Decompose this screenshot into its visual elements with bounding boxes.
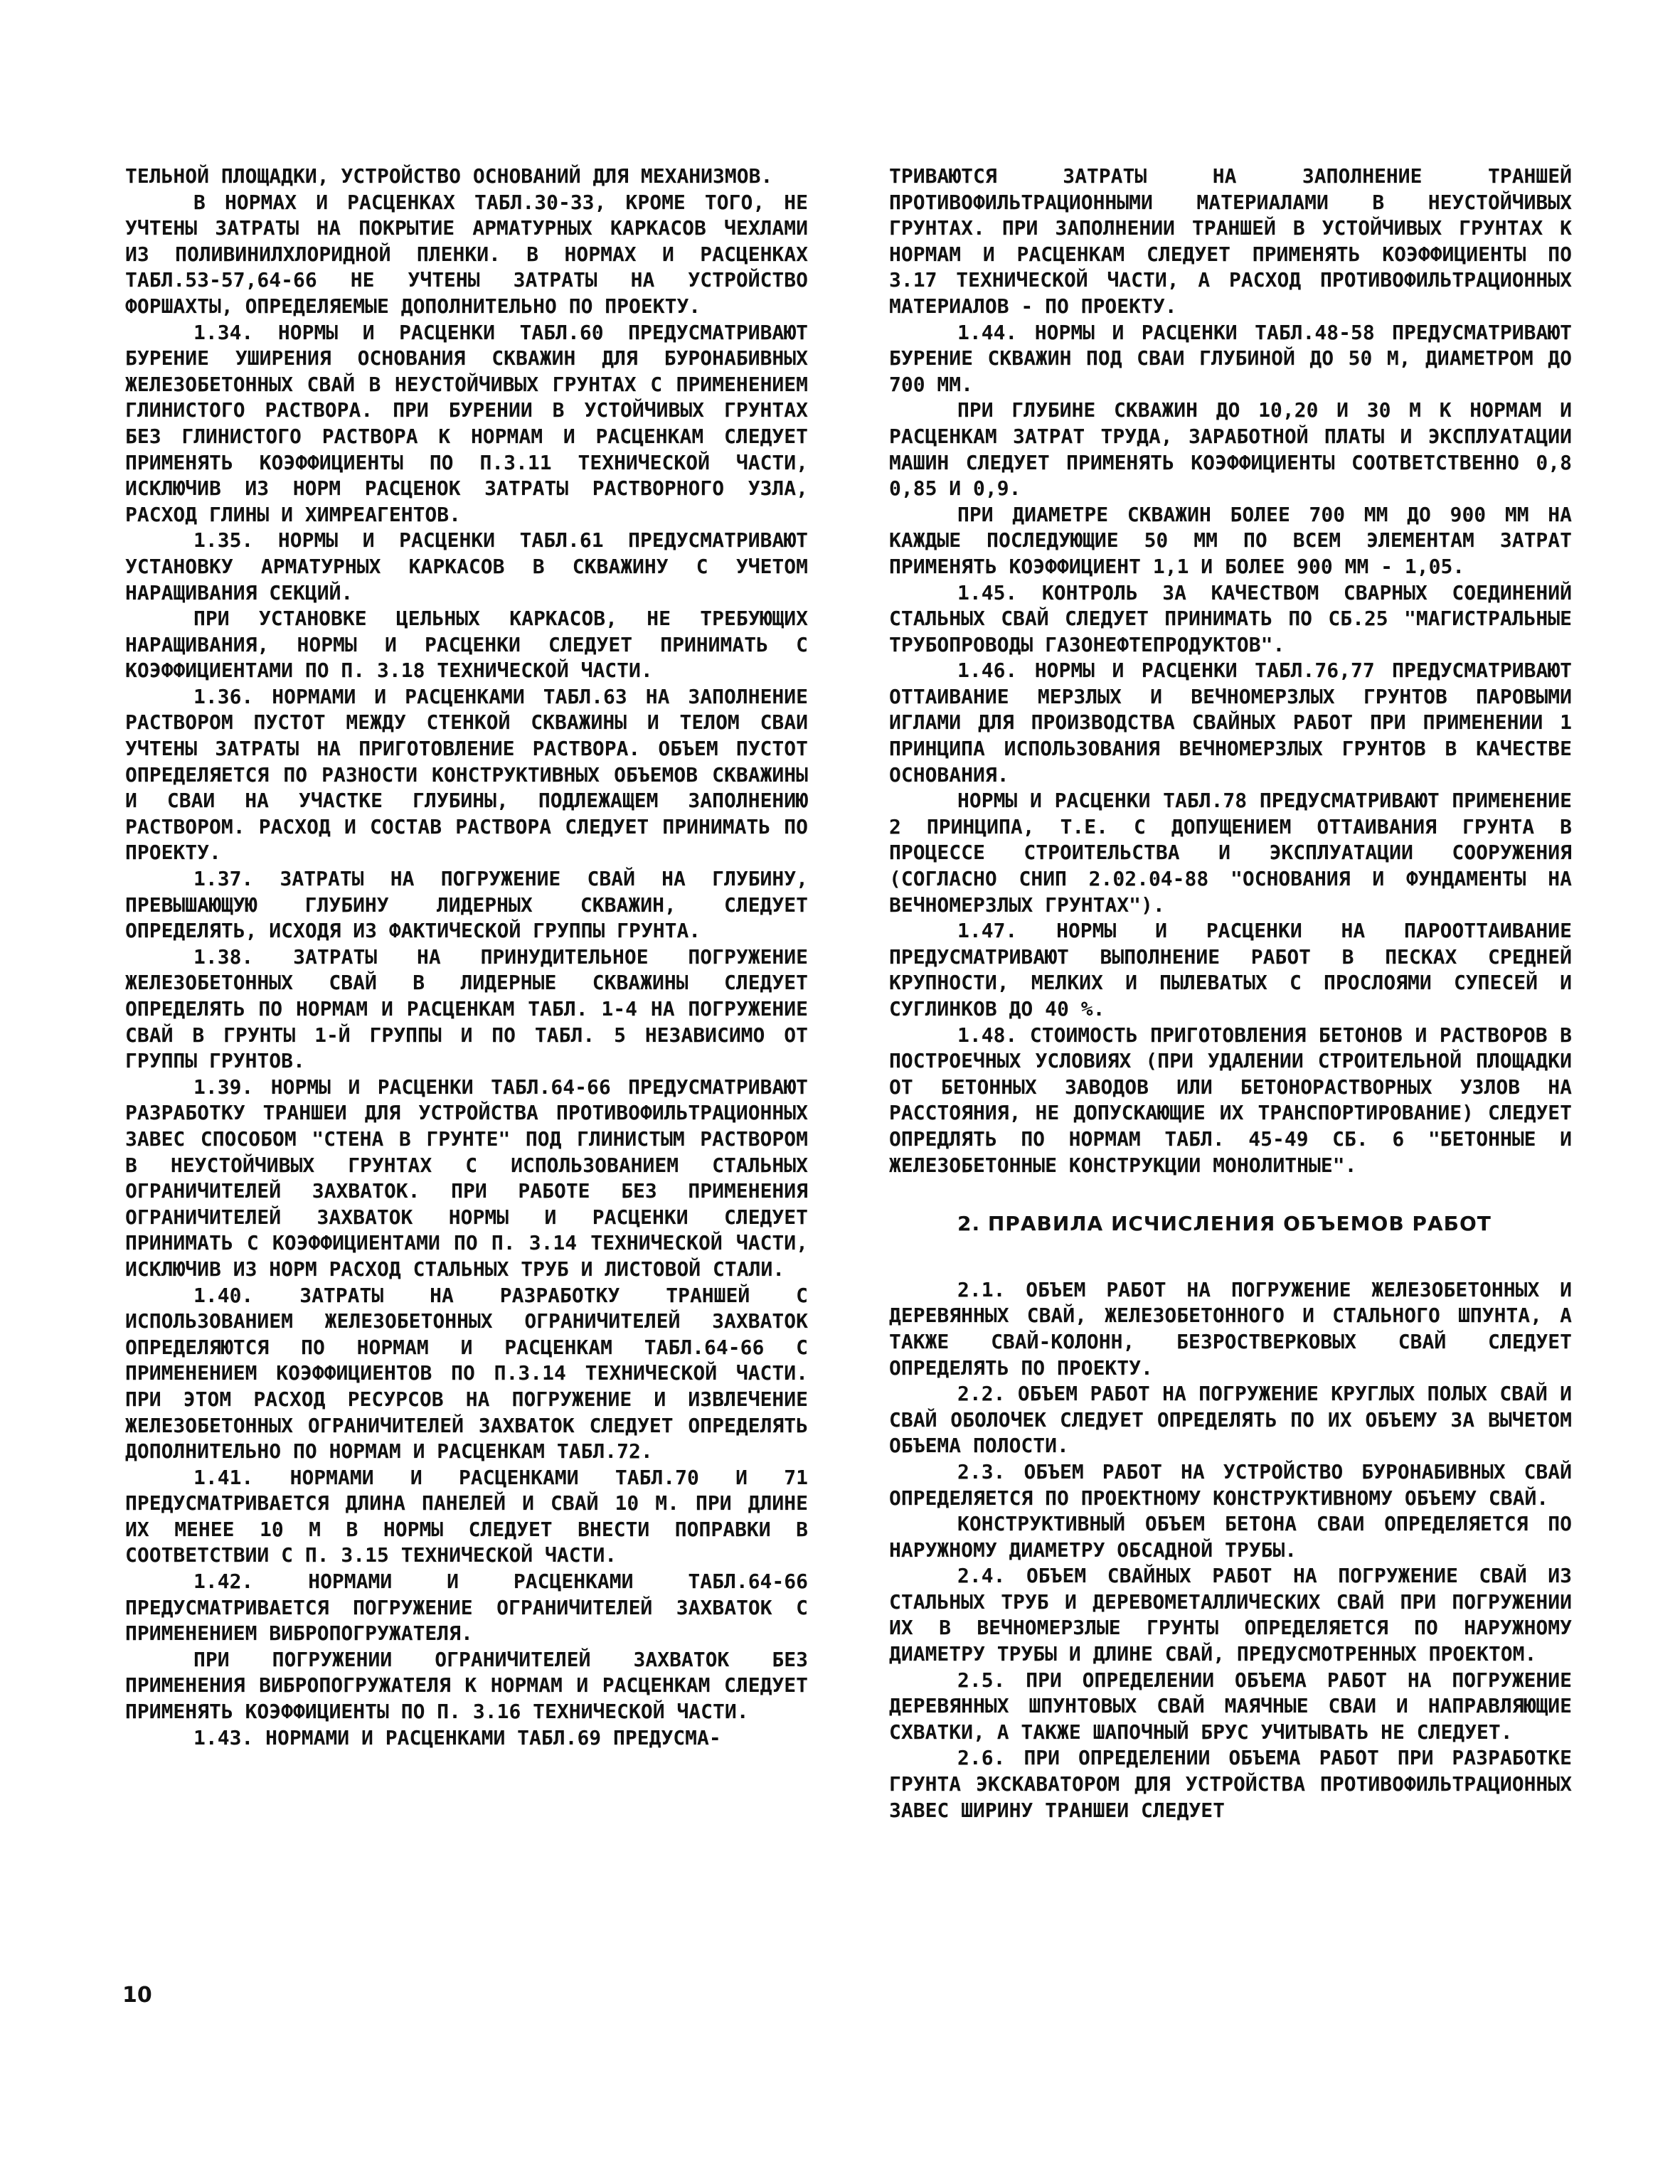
- paragraph-text: ТЕЛЬНОЙ ПЛОЩАДКИ, УСТРОЙСТВО ОСНОВАНИЙ ДЛЯ МЕХАНИЗМОВ.: [125, 164, 773, 188]
- paragraph: [889, 1563, 1572, 1667]
- paragraph-text: НОРМАМИ И РАСЦЕНКАМИ ТАБЛ.63 НА ЗАПОЛНЕНИЕ РАСТВОРОМ ПУСТОТ МЕЖДУ СТЕНКОЙ СКВАЖИНЫ И ТЕЛОМ СВАИ УЧТЕНЫ ЗАТРАТЫ НА ПРИГОТОВЛЕНИЕ РАСТВОРА. ОБЪЕМ ПУСТОТ ОПРЕДЕЛЯЕТСЯ ПО РАЗНОСТИ КОНСТРУКТИВНЫХ ОБЪЕМОВ СКВАЖИНЫ И СВАИ НА УЧАСТКЕ ГЛУБИНЫ, ПОДЛЕЖАЩЕМ ЗАПОЛНЕНИЮ РАСТВОРОМ. РАСХОД И СОСТАВ РАСТВОРА СЛЕДУЕТ ПРИНИМАТЬ ПО ПРОЕКТУ.: [125, 684, 808, 865]
- paragraph-text: КОНСТРУКТИВНЫЙ ОБЪЕМ БЕТОНА СВАИ ОПРЕДЕЛЯЕТСЯ ПО НАРУЖНОМУ ДИАМЕТРУ ОБСАДНОЙ ТРУБЫ.: [889, 1512, 1572, 1562]
- paragraph: [889, 1511, 1572, 1563]
- paragraph: [889, 1745, 1572, 1823]
- paragraph: [125, 320, 808, 528]
- paragraph: [889, 1277, 1572, 1381]
- paragraph-text: ПРИ ДИАМЕТРЕ СКВАЖИН БОЛЕЕ 700 ММ ДО 900 ММ НА КАЖДЫЕ ПОСЛЕДУЮЩИЕ 50 ММ ПО ВСЕМ ЭЛЕМЕНТАМ ЗАТРАТ ПРИМЕНЯТЬ КОЭФФИЦИЕНТ 1,1 И БОЛЕЕ 900 ММ - 1,05.: [889, 502, 1572, 578]
- paragraph: [125, 164, 808, 190]
- clause-number: 1.41.: [193, 1465, 254, 1489]
- right-column-bottom: [889, 1277, 1572, 1823]
- clause-number: 1.46.: [957, 659, 1018, 683]
- clause-number: 1.36.: [193, 684, 254, 708]
- paragraph-text: ПРИ ОПРЕДЕЛЕНИИ ОБЪЕМА РАБОТ НА ПОГРУЖЕНИЕ ДЕРЕВЯННЫХ ШПУНТОВЫХ СВАЙ МАЯЧНЫЕ СВАИ И НАПРАВЛЯЮЩИЕ СХВАТКИ, А ТАКЖЕ ШАПОЧНЫЙ БРУС УЧИТЫВАТЬ НЕ СЛЕДУЕТ.: [889, 1668, 1573, 1744]
- paragraph-text: НОРМАМИ И РАСЦЕНКАМИ ТАБЛ.70 И 71 ПРЕДУСМАТРИВАЕТСЯ ДЛИНА ПАНЕЛЕЙ И СВАЙ 10 М. ПРИ ДЛИНЕ ИХ МЕНЕЕ 10 М В НОРМЫ СЛЕДУЕТ ВНЕСТИ ПОПРАВКИ В СООТВЕТСТВИИ С П. 3.15 ТЕХНИЧЕСКОЙ ЧАСТИ.: [125, 1465, 809, 1567]
- clause-number: 2.2.: [957, 1382, 1006, 1406]
- paragraph: [889, 788, 1572, 918]
- clause-number: 1.35.: [193, 528, 254, 553]
- paragraph: [125, 866, 808, 944]
- paragraph: [125, 1283, 808, 1465]
- section-heading: 2. ПРАВИЛА ИСЧИСЛЕНИЯ ОБЪЕМОВ РАБОТ: [957, 1212, 1492, 1236]
- clause-number: 2.4.: [957, 1564, 1006, 1588]
- right-column: [889, 164, 1572, 1823]
- paragraph-text: НОРМЫ И РАСЦЕНКИ ТАБЛ.78 ПРЕДУСМАТРИВАЮТ ПРИМЕНЕНИЕ 2 ПРИНЦИПА, Т.Е. С ДОПУЩЕНИЕМ ОТТАИВАНИЯ ГРУНТА В ПРОЦЕССЕ СТРОИТЕЛЬСТВА И ЭКСПЛУАТАЦИИ СООРУЖЕНИЯ (СОГЛАСНО СНИП 2.02.04-88 "ОСНОВАНИЯ И ФУНДАМЕНТЫ НА ВЕЧНОМЕРЗЛЫХ ГРУНТАХ").: [889, 789, 1572, 917]
- paragraph-text: НОРМЫ И РАСЦЕНКИ ТАБЛ.60 ПРЕДУСМАТРИВАЮТ БУРЕНИЕ УШИРЕНИЯ ОСНОВАНИЯ СКВАЖИН ДЛЯ БУРОНАБИВНЫХ ЖЕЛЕЗОБЕТОННЫХ СВАЙ В НЕУСТОЙЧИВЫХ ГРУНТАХ С ПРИМЕНЕНИЕМ ГЛИНИСТОГО РАСТВОРА. ПРИ БУРЕНИИ В УСТОЙЧИВЫХ ГРУНТАХ БЕЗ ГЛИНИСТОГО РАСТВОРА К НОРМАМ И РАСЦЕНКАМ СЛЕДУЕТ ПРИМЕНЯТЬ КОЭФФИЦИЕНТЫ ПО П.3.11 ТЕХНИЧЕСКОЙ ЧАСТИ, ИСКЛЮЧИВ ИЗ НОРМ РАСЦЕНОК ЗАТРАТЫ РАСТВОРНОГО УЗЛА, РАСХОД ГЛИНЫ И ХИМРЕАГЕНТОВ.: [125, 320, 809, 526]
- paragraph: [889, 164, 1572, 320]
- paragraph-text: ПРИ УСТАНОВКЕ ЦЕЛЬНЫХ КАРКАСОВ, НЕ ТРЕБУЮЩИХ НАРАЩИВАНИЯ, НОРМЫ И РАСЦЕНКИ СЛЕДУЕТ ПРИНИМАТЬ С КОЭФФИЦИЕНТАМИ ПО П. 3.18 ТЕХНИЧЕСКОЙ ЧАСТИ.: [125, 607, 808, 683]
- paragraph: [889, 502, 1572, 580]
- paragraph-text: НОРМАМИ И РАСЦЕНКАМИ ТАБЛ.69 ПРЕДУСМА-: [265, 1725, 721, 1749]
- paragraph: [125, 944, 808, 1075]
- paragraph: [889, 918, 1572, 1022]
- paragraph: [125, 684, 808, 866]
- paragraph: [125, 606, 808, 684]
- paragraph: [889, 1668, 1572, 1746]
- left-column: [125, 164, 808, 1751]
- paragraph: [889, 1381, 1572, 1459]
- paragraph-text: ПРИ ОПРЕДЕЛЕНИИ ОБЪЕМА РАБОТ ПРИ РАЗРАБОТКЕ ГРУНТА ЭКСКАВАТОРОМ ДЛЯ УСТРОЙСТВА ПРОТИВОФИЛЬТРАЦИОННЫХ ЗАВЕС ШИРИНУ ТРАНШЕИ СЛЕДУЕТ: [889, 1746, 1572, 1822]
- paragraph-text: ОБЪЕМ РАБОТ НА УСТРОЙСТВО БУРОНАБИВНЫХ СВАЙ ОПРЕДЕЛЯЕТСЯ ПО ПРОЕКТНОМУ КОНСТРУКТИВНОМУ ОБЪЕМУ СВАЙ.: [889, 1459, 1572, 1510]
- paragraph-text: ОБЪЕМ РАБОТ НА ПОГРУЖЕНИЕ КРУГЛЫХ ПОЛЫХ СВАЙ И СВАЙ ОБОЛОЧЕК СЛЕДУЕТ ОПРЕДЕЛЯТЬ ПО ИХ ОБЪЕМУ ЗА ВЫЧЕТОМ ОБЪЕМА ПОЛОСТИ.: [889, 1382, 1572, 1458]
- clause-number: 1.48.: [957, 1023, 1018, 1047]
- paragraph-text: В НОРМАХ И РАСЦЕНКАХ ТАБЛ.30-33, КРОМЕ ТОГО, НЕ УЧТЕНЫ ЗАТРАТЫ НА ПОКРЫТИЕ АРМАТУРНЫХ КАРКАСОВ ЧЕХЛАМИ ИЗ ПОЛИВИНИЛХЛОРИДНОЙ ПЛЕНКИ. В НОРМАХ И РАСЦЕНКАХ ТАБЛ.53-57,64-66 НЕ УЧТЕНЫ ЗАТРАТЫ НА УСТРОЙСТВО ФОРШАХТЫ, ОПРЕДЕЛЯЕМЫЕ ДОПОЛНИТЕЛЬНО ПО ПРОЕКТУ.: [125, 190, 808, 318]
- paragraph: [125, 528, 808, 606]
- paragraph: [889, 1023, 1572, 1179]
- paragraph-text: КОНТРОЛЬ ЗА КАЧЕСТВОМ СВАРНЫХ СОЕДИНЕНИЙ СТАЛЬНЫХ СВАЙ СЛЕДУЕТ ПРИНИМАТЬ ПО СБ.25 "МАГИСТРАЛЬНЫЕ ТРУБОПРОВОДЫ ГАЗОНЕФТЕПРОДУКТОВ".: [889, 580, 1573, 656]
- paragraph-text: НОРМЫ И РАСЦЕНКИ ТАБЛ.76,77 ПРЕДУСМАТРИВАЮТ ОТТАИВАНИЕ МЕРЗЛЫХ И ВЕЧНОМЕРЗЛЫХ ГРУНТОВ ПАРОВЫМИ ИГЛАМИ ДЛЯ ПРОИЗВОДСТВА СВАЙНЫХ РАБОТ ПРИ ПРИМЕНЕНИИ 1 ПРИНЦИПА ИСПОЛЬЗОВАНИЯ ВЕЧНОМЕРЗЛЫХ ГРУНТОВ В КАЧЕСТВЕ ОСНОВАНИЯ.: [889, 659, 1572, 787]
- paragraph: [125, 190, 808, 320]
- paragraph-text: ЗАТРАТЫ НА ПРИНУДИТЕЛЬНОЕ ПОГРУЖЕНИЕ ЖЕЛЕЗОБЕТОННЫХ СВАЙ В ЛИДЕРНЫЕ СКВАЖИНЫ СЛЕДУЕТ ОПРЕДЕЛЯТЬ ПО НОРМАМ И РАСЦЕНКАМ ТАБЛ. 1-4 НА ПОГРУЖЕНИЕ СВАЙ В ГРУНТЫ 1-Й ГРУППЫ И ПО ТАБЛ. 5 НЕЗАВИСИМО ОТ ГРУППЫ ГРУНТОВ.: [125, 944, 808, 1073]
- paragraph-text: НОРМЫ И РАСЦЕНКИ НА ПАРООТТАИВАНИЕ ПРЕДУСМАТРИВАЮТ ВЫПОЛНЕНИЕ РАБОТ В ПЕСКАХ СРЕДНЕЙ КРУПНОСТИ, МЕЛКИХ И ПЫЛЕВАТЫХ С ПРОСЛОЯМИ СУПЕСЕЙ И СУГЛИНКОВ ДО 40 %.: [889, 919, 1572, 1021]
- paragraph-text: СТОИМОСТЬ ПРИГОТОВЛЕНИЯ БЕТОНОВ И РАСТВОРОВ В ПОСТРОЕЧНЫХ УСЛОВИЯХ (ПРИ УДАЛЕНИИ СТРОИТЕЛЬНОЙ ПЛОЩАДКИ ОТ БЕТОННЫХ ЗАВОДОВ ИЛИ БЕТОНОРАСТВОРНЫХ УЗЛОВ НА РАССТОЯНИЯ, НЕ ДОПУСКАЮЩИЕ ИХ ТРАНСПОРТИРОВАНИЕ) СЛЕДУЕТ ОПРЕДЛЯТЬ ПО НОРМАМ ТАБЛ. 45-49 СБ. 6 "БЕТОННЫЕ И ЖЕЛЕЗОБЕТОННЫЕ КОНСТРУКЦИИ МОНОЛИТНЫЕ".: [889, 1023, 1573, 1177]
- paragraph-text: ОБЪЕМ РАБОТ НА ПОГРУЖЕНИЕ ЖЕЛЕЗОБЕТОННЫХ И ДЕРЕВЯННЫХ СВАЙ, ЖЕЛЕЗОБЕТОННОГО И СТАЛЬНОГО ШПУНТА, А ТАКЖЕ СВАЙ-КОЛОНН, БЕЗРОСТВЕРКОВЫХ СВАЙ СЛЕДУЕТ ОПРЕДЕЛЯТЬ ПО ПРОЕКТУ.: [889, 1277, 1573, 1380]
- clause-number: 1.39.: [193, 1075, 254, 1099]
- paragraph-text: НОРМАМИ И РАСЦЕНКАМИ ТАБЛ.64-66 ПРЕДУСМАТРИВАЕТСЯ ПОГРУЖЕНИЕ ОГРАНИЧИТЕЛЕЙ ЗАХВАТОК С ПРИМЕНЕНИЕМ ВИБРОПОГРУЖАТЕЛЯ.: [125, 1570, 808, 1646]
- paragraph: [125, 1569, 808, 1647]
- clause-number: 1.34.: [193, 320, 254, 344]
- right-column-top: [889, 164, 1572, 1178]
- paragraph-text: ОБЪЕМ СВАЙНЫХ РАБОТ НА ПОГРУЖЕНИЕ СВАЙ ИЗ СТАЛЬНЫХ ТРУБ И ДЕРЕВОМЕТАЛЛИЧЕСКИХ СВАЙ ПРИ ПОГРУЖЕНИИ ИХ В ВЕЧНОМЕРЗЛЫЕ ГРУНТЫ ОПРЕДЕЛЯЕТСЯ ПО НАРУЖНОМУ ДИАМЕТРУ ТРУБЫ И ДЛИНЕ СВАЙ, ПРЕДУСМОТРЕННЫХ ПРОЕКТОМ.: [889, 1564, 1573, 1666]
- clause-number: 2.5.: [957, 1668, 1006, 1692]
- clause-number: 1.47.: [957, 919, 1018, 943]
- clause-number: 2.3.: [957, 1459, 1006, 1483]
- paragraph: [889, 1459, 1572, 1511]
- paragraph-text: НОРМЫ И РАСЦЕНКИ ТАБЛ.61 ПРЕДУСМАТРИВАЮТ УСТАНОВКУ АРМАТУРНЫХ КАРКАСОВ В СКВАЖИНУ С УЧЕТОМ НАРАЩИВАНИЯ СЕКЦИЙ.: [125, 528, 809, 604]
- clause-number: 1.44.: [957, 320, 1018, 344]
- clause-number: 1.40.: [193, 1283, 254, 1307]
- paragraph: [125, 1647, 808, 1725]
- paragraph-text: ТРИВАЮТСЯ ЗАТРАТЫ НА ЗАПОЛНЕНИЕ ТРАНШЕЙ ПРОТИВОФИЛЬТРАЦИОННЫМИ МАТЕРИАЛАМИ В НЕУСТОЙЧИВЫХ ГРУНТАХ. ПРИ ЗАПОЛНЕНИИ ТРАНШЕЙ В УСТОЙЧИВЫХ ГРУНТАХ К НОРМАМ И РАСЦЕНКАМ СЛЕДУЕТ ПРИМЕНЯТЬ КОЭФФИЦИЕНТЫ ПО 3.17 ТЕХНИЧЕСКОЙ ЧАСТИ, А РАСХОД ПРОТИВОФИЛЬТРАЦИОННЫХ МАТЕРИАЛОВ - ПО ПРОЕКТУ.: [889, 164, 1572, 318]
- clause-number: 1.42.: [193, 1570, 254, 1594]
- paragraph: [125, 1725, 808, 1752]
- paragraph: [125, 1075, 808, 1283]
- paragraph-text: ПРИ ГЛУБИНЕ СКВАЖИН ДО 10,20 И 30 М К НОРМАМ И РАСЦЕНКАМ ЗАТРАТ ТРУДА, ЗАРАБОТНОЙ ПЛАТЫ И ЭКСПЛУАТАЦИИ МАШИН СЛЕДУЕТ ПРИМЕНЯТЬ КОЭФФИЦИЕНТЫ СООТВЕТСТВЕННО 0,8 0,85 И 0,9.: [889, 398, 1572, 501]
- paragraph: [889, 398, 1572, 501]
- clause-number: 1.45.: [957, 580, 1018, 604]
- clause-number: 2.6.: [957, 1746, 1006, 1770]
- paragraph: [125, 1465, 808, 1569]
- paragraph-text: НОРМЫ И РАСЦЕНКИ ТАБЛ.48-58 ПРЕДУСМАТРИВАЮТ БУРЕНИЕ СКВАЖИН ПОД СВАИ ГЛУБИНОЙ ДО 50 М, ДИАМЕТРОМ ДО 700 ММ.: [889, 320, 1572, 396]
- paragraph: [889, 658, 1572, 788]
- clause-number: 2.1.: [957, 1277, 1006, 1301]
- paragraph-text: ПРИ ПОГРУЖЕНИИ ОГРАНИЧИТЕЛЕЙ ЗАХВАТОК БЕЗ ПРИМЕНЕНИЯ ВИБРОПОГРУЖАТЕЛЯ К НОРМАМ И РАСЦЕНКАМ СЛЕДУЕТ ПРИМЕНЯТЬ КОЭФФИЦИЕНТЫ ПО П. 3.16 ТЕХНИЧЕСКОЙ ЧАСТИ.: [125, 1647, 808, 1724]
- clause-number: 1.43.: [193, 1725, 254, 1749]
- paragraph-text: ЗАТРАТЫ НА ПОГРУЖЕНИЕ СВАЙ НА ГЛУБИНУ, ПРЕВЫШАЮЩУЮ ГЛУБИНУ ЛИДЕРНЫХ СКВАЖИН, СЛЕДУЕТ ОПРЕДЕЛЯТЬ, ИСХОДЯ ИЗ ФАКТИЧЕСКОЙ ГРУППЫ ГРУНТА.: [125, 867, 808, 943]
- clause-number: 1.38.: [193, 944, 254, 969]
- page-number: 10: [122, 1983, 152, 2008]
- paragraph: [889, 320, 1572, 398]
- paragraph: [889, 580, 1572, 659]
- paragraph-text: ЗАТРАТЫ НА РАЗРАБОТКУ ТРАНШЕЙ С ИСПОЛЬЗОВАНИЕМ ЖЕЛЕЗОБЕТОННЫХ ОГРАНИЧИТЕЛЕЙ ЗАХВАТОК ОПРЕДЕЛЯЮТСЯ ПО НОРМАМ И РАСЦЕНКАМ ТАБЛ.64-66 С ПРИМЕНЕНИЕМ КОЭФФИЦИЕНТОВ ПО П.3.14 ТЕХНИЧЕСКОЙ ЧАСТИ. ПРИ ЭТОМ РАСХОД РЕСУРСОВ НА ПОГРУЖЕНИЕ И ИЗВЛЕЧЕНИЕ ЖЕЛЕЗОБЕТОННЫХ ОГРАНИЧИТЕЛЕЙ ЗАХВАТОК СЛЕДУЕТ ОПРЕДЕЛЯТЬ ДОПОЛНИТЕЛЬНО ПО НОРМАМ И РАСЦЕНКАМ ТАБЛ.72.: [125, 1283, 808, 1464]
- clause-number: 1.37.: [193, 867, 254, 891]
- paragraph-text: НОРМЫ И РАСЦЕНКИ ТАБЛ.64-66 ПРЕДУСМАТРИВАЮТ РАЗРАБОТКУ ТРАНШЕИ ДЛЯ УСТРОЙСТВА ПРОТИВОФИЛЬТРАЦИОННЫХ ЗАВЕС СПОСОБОМ "СТЕНА В ГРУНТЕ" ПОД ГЛИНИСТЫМ РАСТВОРОМ В НЕУСТОЙЧИВЫХ ГРУНТАХ С ИСПОЛЬЗОВАНИЕМ СТАЛЬНЫХ ОГРАНИЧИТЕЛЕЙ ЗАХВАТОК. ПРИ РАБОТЕ БЕЗ ПРИМЕНЕНИЯ ОГРАНИЧИТЕЛЕЙ ЗАХВАТОК НОРМЫ И РАСЦЕНКИ СЛЕДУЕТ ПРИНИМАТЬ С КОЭФФИЦИЕНТАМИ ПО П. 3.14 ТЕХНИЧЕСКОЙ ЧАСТИ, ИСКЛЮЧИВ ИЗ НОРМ РАСХОД СТАЛЬНЫХ ТРУБ И ЛИСТОВОЙ СТАЛИ.: [125, 1075, 808, 1281]
